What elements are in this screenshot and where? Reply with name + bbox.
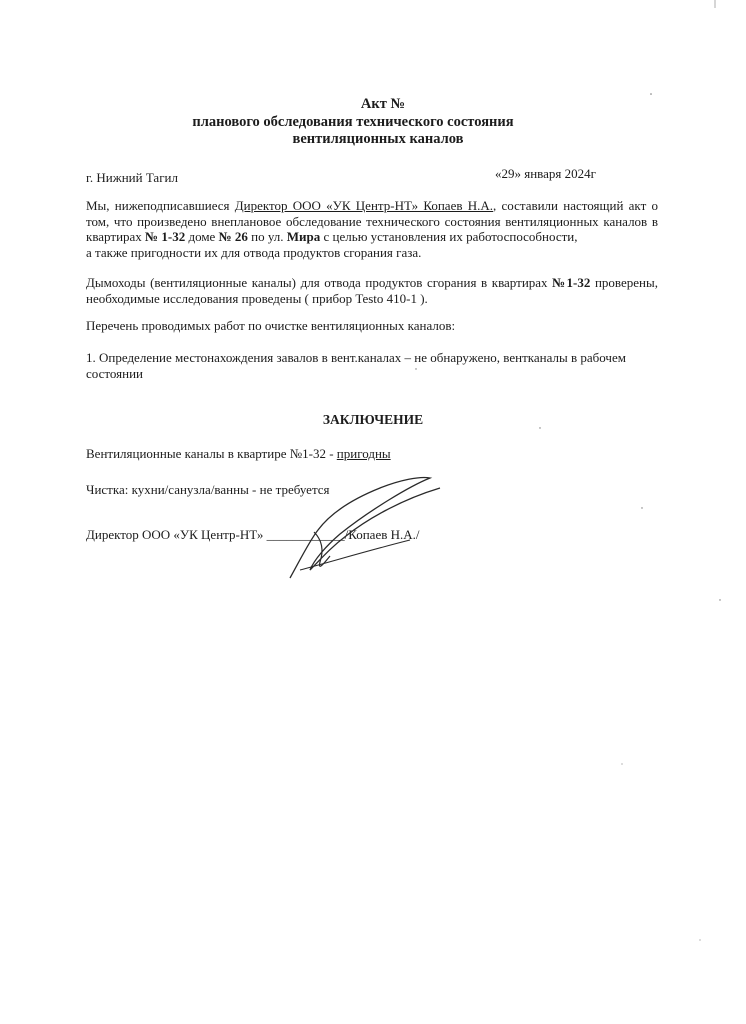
date: «29» января 2024г [495, 166, 596, 181]
house-number: № 26 [218, 229, 248, 244]
works-list-item: 1. Определение местонахождения завалов в вент.каналах – не обнаружено, вентканалы в рабочем состоянии [86, 350, 626, 381]
act-subtitle-line1: планового обследования технического состояния [192, 114, 514, 130]
conclusion-heading: ЗАКЛЮЧЕНИЕ [322, 412, 424, 427]
signature-blank: ____________ [266, 527, 345, 542]
text-fragment: , составили настоящий акт о том, что произведено внеплановое обследование технического состояния вентиляционных каналов в квартирах [86, 198, 658, 244]
act-title: Акт № [360, 96, 406, 112]
conclusion-result [86, 446, 391, 462]
handwritten-signature [270, 470, 470, 590]
text-fragment: Мы, нижеподписавшиеся [86, 198, 235, 213]
text-fragment: с целью установления их работоспособности, [320, 229, 578, 244]
signer-name: Директор ООО «УК Центр-НТ» Копаев Н.А. [234, 198, 493, 213]
text-fragment: проверены, необходимые исследования проведены ( прибор Testo 410-1 ). [86, 275, 658, 306]
paragraph-inspection [86, 198, 658, 260]
paragraph-chimneys [86, 275, 658, 306]
city: г. Нижний Тагил [86, 170, 178, 185]
cleaning-note: Чистка: кухни/санузла/ванны - не требуется [86, 482, 330, 497]
text-fragment: Дымоходы (вентиляционные каналы) для отвода продуктов сгорания в квартирах [86, 275, 553, 290]
text-fragment: а также пригодности их для отвода продуктов сгорания газа. [86, 244, 422, 260]
apartments: № 1-32 [145, 229, 186, 244]
result-status: пригодны [336, 446, 391, 461]
street: Мира [286, 229, 321, 244]
act-subtitle-line2: вентиляционных каналов [292, 131, 464, 147]
text-fragment: по ул. [247, 229, 287, 244]
text-fragment: Вентиляционные каналы в квартире №1-32 - [86, 446, 337, 461]
apartments-checked: №1-32 [552, 275, 591, 290]
works-list-heading: Перечень проводимых работ по очистке вентиляционных каналов: [86, 318, 456, 333]
text-fragment: доме [185, 229, 219, 244]
signer-position: Директор ООО «УК Центр-НТ» [86, 527, 267, 542]
signer-initials: /Копаев Н.А./ [344, 527, 420, 542]
